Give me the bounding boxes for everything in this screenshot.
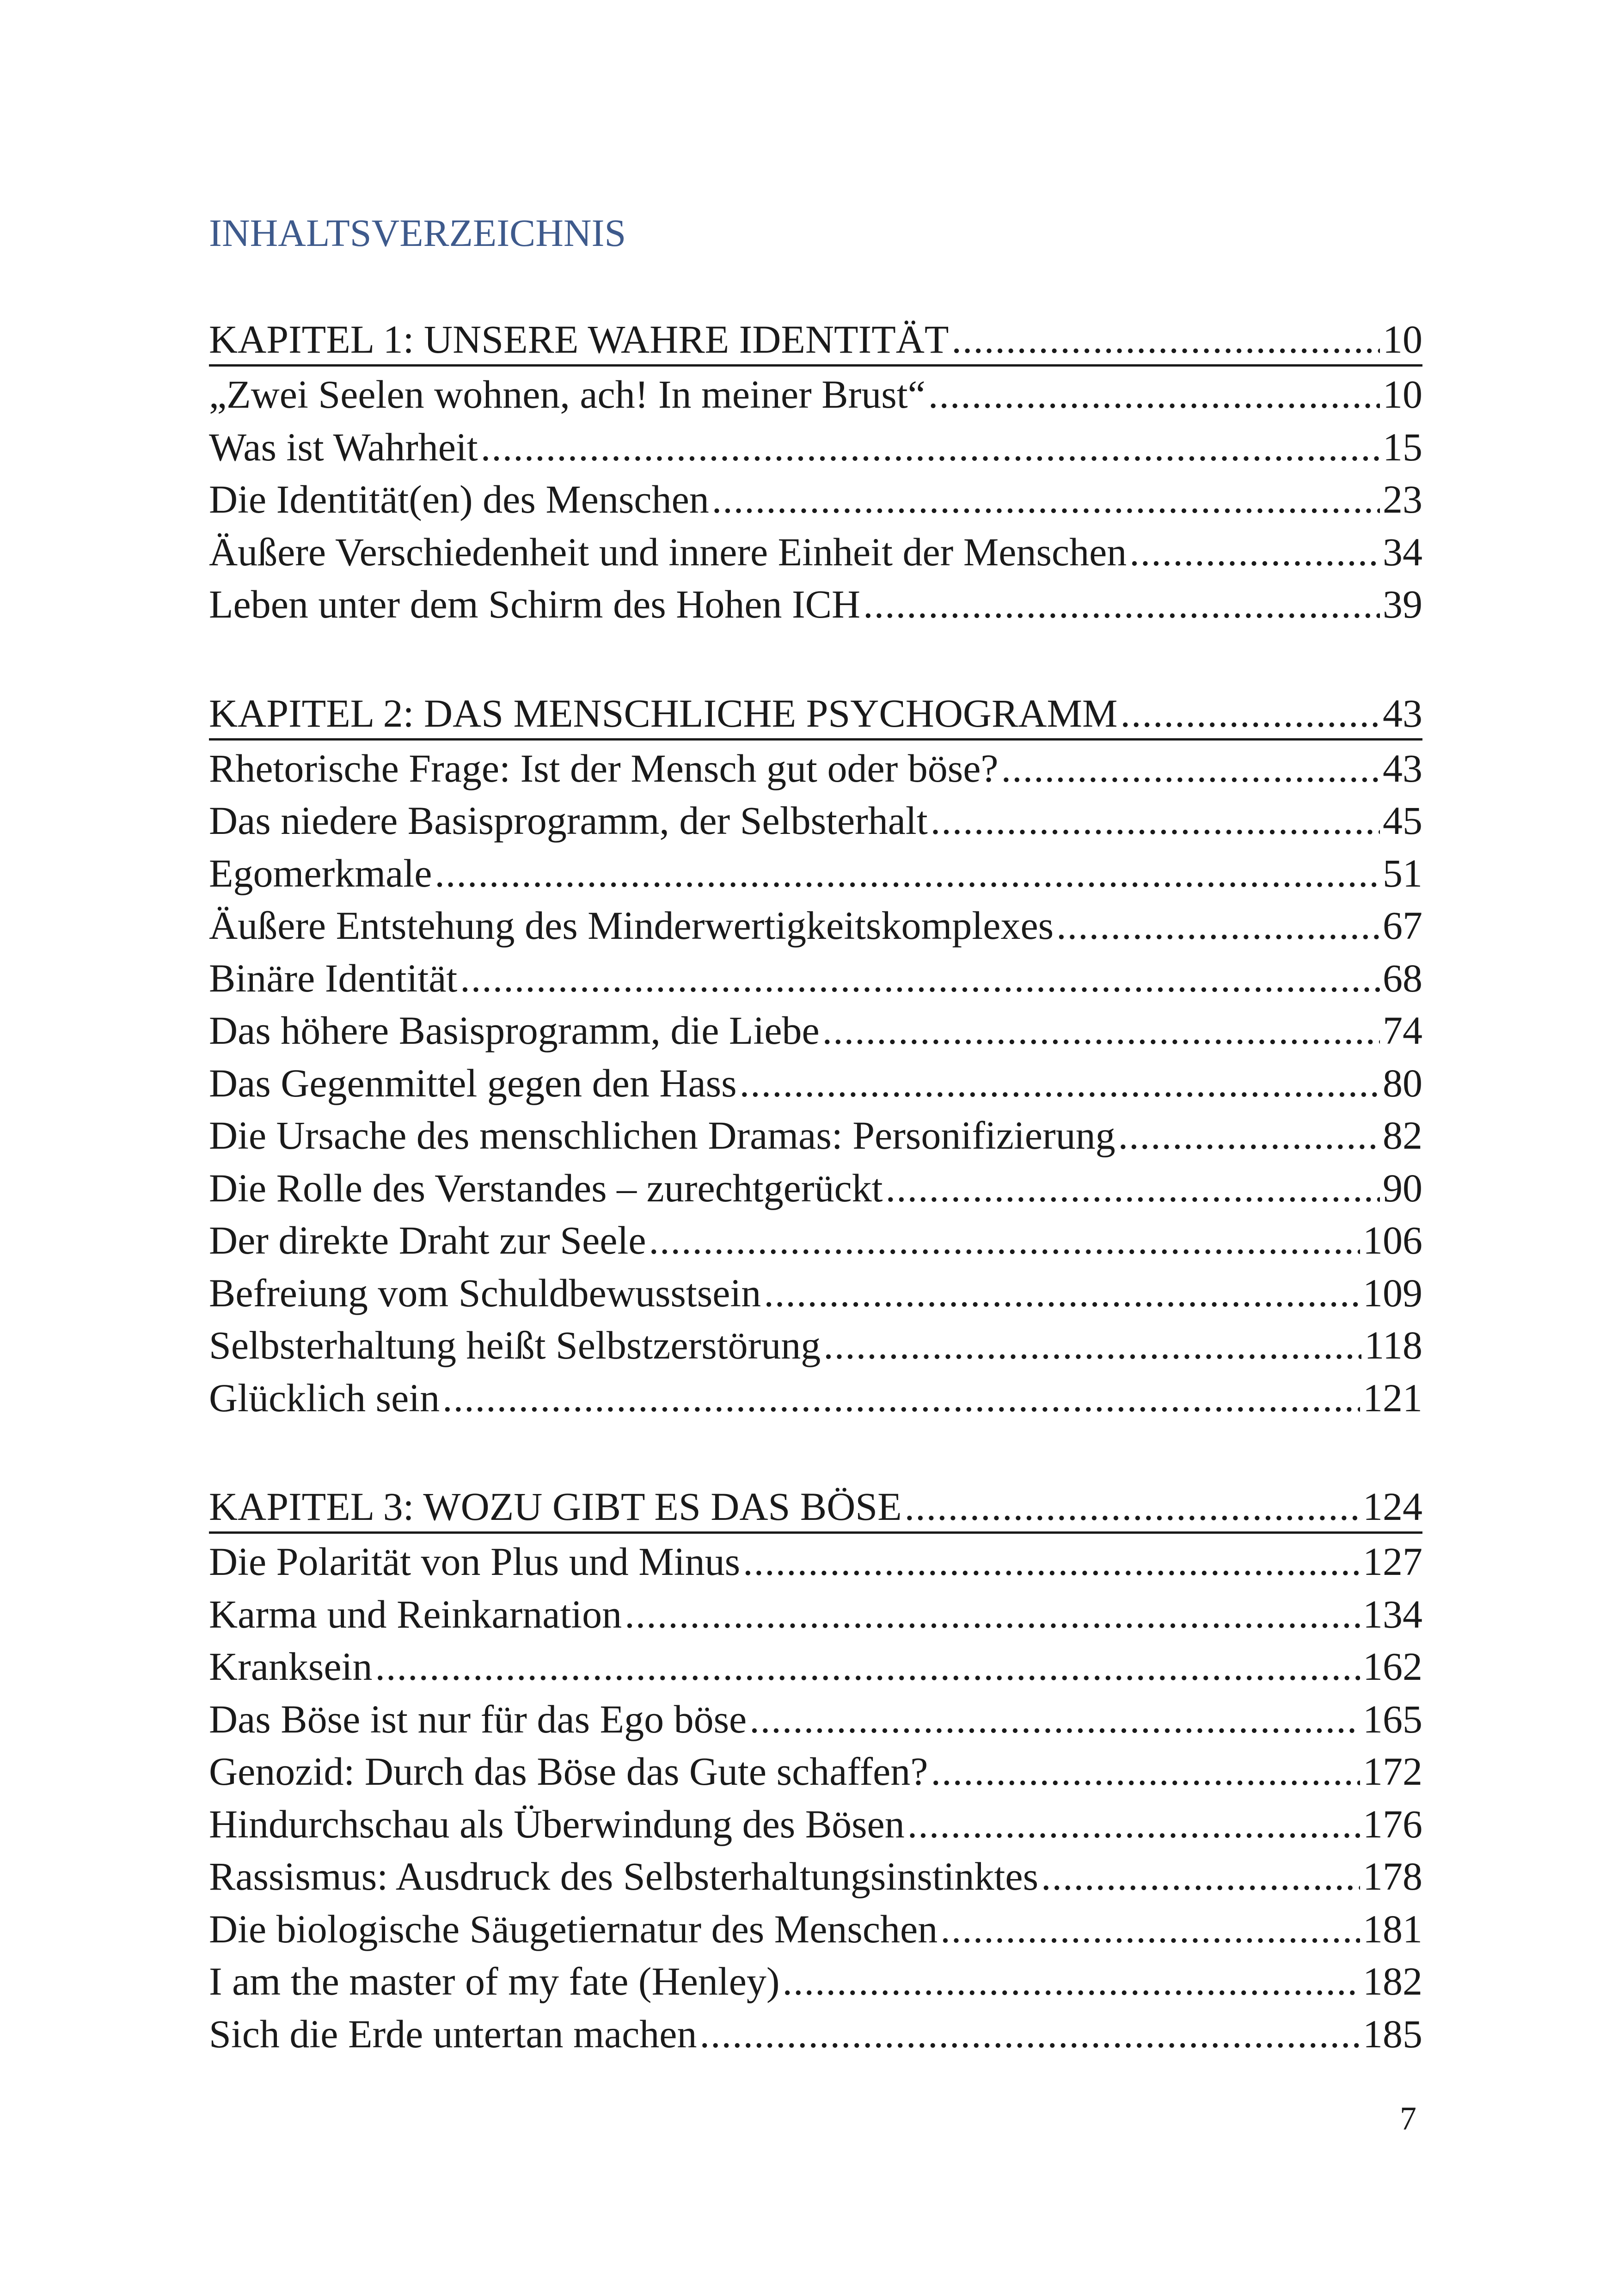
chapter-3 (209, 1482, 1422, 2060)
toc-entry[interactable] (209, 421, 1422, 474)
toc-entry-title: Sich die Erde untertan machen (209, 2011, 697, 2056)
dot-leader (931, 795, 1380, 847)
toc-entry-title: Die Identität(en) des Menschen (209, 477, 709, 521)
toc-entry[interactable] (209, 847, 1422, 900)
toc-entry-title: Das Böse ist nur für das Ego böse (209, 1696, 747, 1741)
toc-entry-page: 182 (1363, 1959, 1422, 2003)
toc-entry-page: 43 (1383, 746, 1422, 790)
toc-entry-page: 127 (1363, 1539, 1422, 1584)
dot-leader (460, 952, 1380, 1005)
dot-leader (783, 1955, 1360, 2008)
dot-leader (749, 1693, 1360, 1746)
toc-entry-page: 23 (1383, 477, 1422, 521)
dot-leader (435, 847, 1380, 900)
toc-entry-title: Kranksein (209, 1644, 373, 1689)
toc-entry-title: Hindurchschau als Überwindung des Bösen (209, 1801, 905, 1846)
toc-entry-page: 68 (1383, 955, 1422, 1000)
toc-entry[interactable] (209, 2008, 1422, 2061)
chapter-2 (209, 688, 1422, 1425)
toc-entry[interactable] (209, 1693, 1422, 1746)
toc-entry-page: 45 (1383, 798, 1422, 843)
dot-leader (951, 314, 1380, 364)
dot-leader (907, 1798, 1360, 1851)
toc-entry[interactable] (209, 742, 1422, 795)
chapter-heading-title: KAPITEL 2: DAS MENSCHLICHE PSYCHOGRAMM (209, 691, 1118, 735)
toc-entry-title: „Zwei Seelen wohnen, ach! In meiner Brust“ (209, 372, 925, 416)
toc-entry-page: 176 (1363, 1801, 1422, 1846)
toc-entry[interactable] (209, 795, 1422, 847)
toc-entry-title: Die Ursache des menschlichen Dramas: Personifizierung (209, 1113, 1115, 1157)
toc-entry[interactable] (209, 1641, 1422, 1693)
page-title: INHALTSVERZEICHNIS (209, 212, 626, 255)
toc-entry-title: Egomerkmale (209, 851, 432, 895)
toc-entry[interactable] (209, 1319, 1422, 1372)
dot-leader (1120, 688, 1380, 738)
dot-leader (743, 1536, 1360, 1588)
toc-entry[interactable] (209, 1798, 1422, 1851)
toc-entry-page: 178 (1363, 1854, 1422, 1898)
toc-entry-page: 80 (1383, 1060, 1422, 1105)
page-number: 7 (1400, 2100, 1416, 2137)
dot-leader (740, 1057, 1380, 1110)
toc-entry-page: 165 (1363, 1696, 1422, 1741)
toc-entry[interactable] (209, 1903, 1422, 1956)
dot-leader (625, 1588, 1360, 1641)
toc-entry[interactable] (209, 473, 1422, 526)
dot-leader (928, 368, 1380, 421)
toc-entry[interactable] (209, 1588, 1422, 1641)
toc-entry-title: Karma und Reinkarnation (209, 1592, 622, 1636)
toc-entry-page: 106 (1363, 1218, 1422, 1262)
table-of-contents (209, 314, 1422, 2118)
dot-leader (931, 1745, 1360, 1798)
chapter-heading-title: KAPITEL 3: WOZU GIBT ES DAS BÖSE (209, 1484, 902, 1529)
dot-leader (1129, 526, 1380, 579)
toc-entry-page: 39 (1383, 582, 1422, 626)
toc-entry-page: 134 (1363, 1592, 1422, 1636)
toc-entry-title: Äußere Entstehung des Minderwertigkeitskomplexes (209, 903, 1054, 948)
dot-leader (1001, 742, 1380, 795)
toc-entry[interactable] (209, 1536, 1422, 1588)
toc-entry-page: 51 (1383, 851, 1422, 895)
toc-entry[interactable] (209, 368, 1422, 421)
dot-leader (649, 1214, 1360, 1267)
toc-entry-title: Rassismus: Ausdruck des Selbsterhaltungsinstinktes (209, 1854, 1039, 1898)
toc-entry-page: 185 (1363, 2011, 1422, 2056)
toc-entry-page: 34 (1383, 529, 1422, 574)
chapter-heading-page: 10 (1383, 317, 1422, 361)
toc-entry-page: 82 (1383, 1113, 1422, 1157)
dot-leader (886, 1162, 1380, 1215)
chapter-heading[interactable] (209, 314, 1422, 367)
toc-entry-page: 67 (1383, 903, 1422, 948)
toc-entry-page: 121 (1363, 1375, 1422, 1420)
toc-entry-title: Leben unter dem Schirm des Hohen ICH (209, 582, 861, 626)
toc-entry[interactable] (209, 1372, 1422, 1425)
toc-entry-title: Glücklich sein (209, 1375, 440, 1420)
toc-entry-page: 181 (1363, 1906, 1422, 1951)
dot-leader (699, 2008, 1360, 2061)
toc-entry-page: 15 (1383, 424, 1422, 469)
toc-entry-title: Das höhere Basisprogramm, die Liebe (209, 1008, 820, 1053)
dot-leader (1056, 900, 1380, 952)
toc-entry[interactable] (209, 1162, 1422, 1215)
toc-entry-page: 109 (1363, 1270, 1422, 1315)
toc-entry[interactable] (209, 1214, 1422, 1267)
toc-entry-page: 90 (1383, 1165, 1422, 1210)
toc-entry-title: Äußere Verschiedenheit und innere Einheit der Menschen (209, 529, 1127, 574)
toc-entry-title: Die biologische Säugetiernatur des Menschen (209, 1906, 938, 1951)
toc-entry-title: Das niedere Basisprogramm, der Selbsterhalt (209, 798, 928, 843)
toc-entry-page: 10 (1383, 372, 1422, 416)
toc-entry-title: Was ist Wahrheit (209, 424, 478, 469)
dot-leader (1041, 1850, 1360, 1903)
dot-leader (1118, 1109, 1380, 1162)
dot-leader (375, 1641, 1360, 1693)
dot-leader (481, 421, 1380, 474)
toc-entry-title: Binäre Identität (209, 955, 458, 1000)
toc-entry-title: Befreiung vom Schuldbewusstsein (209, 1270, 761, 1315)
chapter-heading[interactable] (209, 1482, 1422, 1534)
chapter-1 (209, 314, 1422, 631)
toc-entry-title: Die Polarität von Plus und Minus (209, 1539, 741, 1584)
toc-entry[interactable] (209, 900, 1422, 952)
toc-entry[interactable] (209, 578, 1422, 631)
toc-entry-page: 172 (1363, 1749, 1422, 1794)
dot-leader (442, 1372, 1360, 1425)
toc-entry-title: Genozid: Durch das Böse das Gute schaffen? (209, 1749, 928, 1794)
toc-entry-title: Rhetorische Frage: Ist der Mensch gut oder böse? (209, 746, 999, 790)
toc-entry[interactable] (209, 1109, 1422, 1162)
toc-entry-page: 162 (1363, 1644, 1422, 1689)
toc-entry[interactable] (209, 952, 1422, 1005)
dot-leader (905, 1482, 1360, 1531)
toc-entry[interactable] (209, 1955, 1422, 2008)
dot-leader (822, 1004, 1380, 1057)
toc-entry-page: 74 (1383, 1008, 1422, 1053)
toc-entry[interactable] (209, 526, 1422, 579)
toc-entry-page: 118 (1364, 1323, 1422, 1367)
dot-leader (764, 1267, 1360, 1320)
toc-entry[interactable] (209, 1057, 1422, 1110)
toc-entry-title: Der direkte Draht zur Seele (209, 1218, 646, 1262)
dot-leader (863, 578, 1380, 631)
chapter-heading-page: 43 (1383, 691, 1422, 735)
dot-leader (712, 473, 1380, 526)
toc-entry[interactable] (209, 1267, 1422, 1320)
toc-entry[interactable] (209, 1850, 1422, 1903)
chapter-heading-title: KAPITEL 1: UNSERE WAHRE IDENTITÄT (209, 317, 949, 361)
toc-entry[interactable] (209, 1004, 1422, 1057)
toc-entry[interactable] (209, 1745, 1422, 1798)
dot-leader (940, 1903, 1360, 1956)
toc-entry-title: Selbsterhaltung heißt Selbstzerstörung (209, 1323, 821, 1367)
toc-entry-title: Das Gegenmittel gegen den Hass (209, 1060, 737, 1105)
toc-entry-title: Die Rolle des Verstandes – zurechtgerückt (209, 1165, 883, 1210)
dot-leader (823, 1319, 1361, 1372)
chapter-heading[interactable] (209, 688, 1422, 741)
toc-entry-title: I am the master of my fate (Henley) (209, 1959, 780, 2003)
chapter-heading-page: 124 (1363, 1484, 1422, 1529)
